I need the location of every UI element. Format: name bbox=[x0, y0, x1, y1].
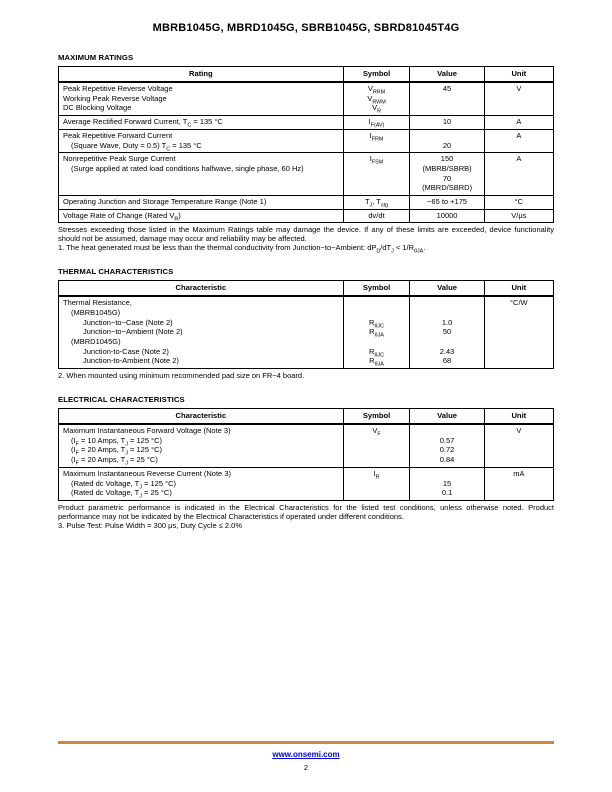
column-header: Characteristic bbox=[59, 281, 344, 297]
characteristic-cell bbox=[59, 296, 344, 368]
characteristic-cell bbox=[59, 129, 344, 152]
cell-line: 68 bbox=[442, 356, 452, 366]
column-header: Rating bbox=[59, 67, 344, 83]
cell-line: $V_R$ bbox=[372, 103, 381, 115]
column-header: Symbol bbox=[343, 67, 410, 83]
onsemi-website-link[interactable]: www.onsemi.com bbox=[272, 750, 340, 759]
header-row bbox=[59, 281, 554, 297]
unit-cell bbox=[484, 82, 553, 116]
cell-line: $I_R$ bbox=[373, 468, 380, 481]
header-row bbox=[59, 408, 554, 424]
note-1: 1. The heat generated must be less than the thermal conductivity from Junction−to−Ambient: $dP_D/dT_J < 1/R_{\theta JA}$. bbox=[58, 243, 426, 255]
electrical-characteristics-table bbox=[58, 408, 554, 501]
cell-line: (Rated dc Voltage, $T_J = 25$ °C) bbox=[71, 488, 172, 500]
unit-cell bbox=[484, 196, 553, 210]
cell-line: $T_J$, $T_{stg}$ bbox=[364, 197, 389, 209]
header-row bbox=[59, 67, 554, 83]
cell-line: V bbox=[516, 425, 522, 435]
cell-line: (Square Wave, Duty = 0.5) $T_C = 135$ °C bbox=[71, 140, 202, 153]
column-header: Characteristic bbox=[59, 408, 344, 424]
cell-line: 2.43 bbox=[439, 346, 455, 356]
table-row bbox=[59, 129, 554, 152]
cell-line: 10000 bbox=[436, 210, 458, 220]
cell-line: DC Blocking Voltage bbox=[63, 103, 132, 113]
cell-line bbox=[414, 469, 479, 479]
value-cell bbox=[410, 153, 484, 196]
parametric-disclaimer-text: Product parametric performance is indicated in the Electrical Characteristics for the listed test conditions, unless otherwise noted. Product performance may not be indicated by the Electrical Characteristics if operated under different conditions. bbox=[58, 502, 554, 521]
characteristic-cell bbox=[59, 424, 344, 467]
stress-disclaimer-text: Stresses exceeding those listed in the Maximum Ratings table may damage the device. If any of these limits are exceeded, device functionality should not be assumed, damage may occur and reliability may be affected. bbox=[58, 225, 554, 244]
cell-line: 15 bbox=[442, 478, 452, 488]
cell-line: Working Peak Reverse Voltage bbox=[63, 93, 167, 103]
cell-line: $R_{\theta JA}$ bbox=[369, 327, 384, 339]
symbol-cell bbox=[343, 209, 410, 223]
cell-line bbox=[414, 337, 479, 347]
symbol-cell bbox=[343, 153, 410, 196]
cell-line: A bbox=[516, 154, 522, 164]
cell-line bbox=[348, 298, 406, 308]
cell-line: 0.1 bbox=[441, 488, 453, 498]
cell-line: Operating Junction and Storage Temperature Range (Note 1) bbox=[63, 197, 267, 207]
cell-line: 45 bbox=[442, 84, 452, 93]
cell-line: °C/W bbox=[510, 298, 528, 308]
section-electrical-characteristics bbox=[58, 395, 554, 531]
cell-line bbox=[414, 298, 479, 308]
value-cell bbox=[410, 196, 484, 210]
cell-line: V bbox=[516, 84, 522, 93]
cell-line: $R_{\theta JC}$ bbox=[369, 346, 385, 359]
cell-line: (MBRB1045G) bbox=[71, 307, 121, 317]
page-content bbox=[58, 22, 554, 545]
cell-line: Junction-to-Ambient (Note 2) bbox=[83, 356, 179, 366]
column-header: Value bbox=[410, 281, 484, 297]
value-cell bbox=[410, 424, 484, 467]
cell-line: $R_{\theta JC}$ bbox=[369, 317, 385, 330]
note-3: 3. Pulse Test: Pulse Width = 300 μs, Duty Cycle ≤ 2.0% bbox=[58, 520, 243, 530]
value-cell bbox=[410, 82, 484, 116]
maximum-ratings-heading: MAXIMUM RATINGS bbox=[58, 53, 134, 62]
cell-line: Peak Repetitive Forward Current bbox=[63, 130, 173, 140]
cell-line: 0.84 bbox=[439, 455, 455, 465]
characteristic-cell bbox=[59, 196, 344, 210]
table-row bbox=[59, 116, 554, 130]
table-row bbox=[59, 82, 554, 116]
section-maximum-ratings bbox=[58, 53, 554, 253]
cell-line: $I_{F(AV)}$ bbox=[368, 117, 385, 129]
value-cell bbox=[410, 296, 484, 368]
cell-line: Average Rectified Forward Current, $T_C = 135$ °C bbox=[63, 117, 223, 129]
electrical-characteristics-heading: ELECTRICAL CHARACTERISTICS bbox=[58, 394, 185, 404]
unit-cell bbox=[484, 116, 553, 130]
characteristic-cell bbox=[59, 116, 344, 130]
cell-line: 10 bbox=[442, 117, 452, 127]
unit-cell bbox=[484, 424, 553, 467]
column-header: Symbol bbox=[343, 281, 410, 297]
value-cell bbox=[410, 467, 484, 500]
column-header: Unit bbox=[484, 408, 553, 424]
cell-line: Junction−to−Ambient (Note 2) bbox=[83, 327, 183, 337]
cell-line: Peak Repetitive Reverse Voltage bbox=[63, 84, 173, 93]
cell-line: Thermal Resistance, bbox=[63, 298, 132, 308]
value-cell bbox=[410, 209, 484, 223]
page-footer bbox=[58, 741, 554, 772]
symbol-cell bbox=[343, 82, 410, 116]
cell-line: ($I_F = 20$ Amps, $T_J = 25$ °C) bbox=[71, 455, 158, 467]
table-row bbox=[59, 467, 554, 500]
column-header: Value bbox=[410, 408, 484, 424]
cell-line: (Rated dc Voltage, $T_J = 125$ °C) bbox=[71, 478, 177, 490]
cell-line: A bbox=[516, 130, 522, 140]
footer-rule bbox=[58, 741, 554, 744]
cell-line: A bbox=[516, 117, 522, 127]
cell-line: $I_{FSM}$ bbox=[369, 154, 384, 166]
symbol-cell bbox=[343, 424, 410, 467]
cell-line: $V_F$ bbox=[372, 425, 381, 438]
page-title: MBRB1045G, MBRD1045G, SBRB1045G, SBRD81045T4G bbox=[152, 22, 460, 34]
cell-line: $V_{RWM}$ bbox=[367, 93, 386, 106]
unit-cell bbox=[484, 209, 553, 223]
cell-line: °C bbox=[514, 197, 524, 207]
note-2: 2. When mounted using minimum recommended pad size on FR−4 board. bbox=[58, 371, 305, 381]
cell-line: (MBRD1045G) bbox=[71, 336, 121, 346]
cell-line: 0.72 bbox=[439, 445, 455, 455]
cell-line: Junction−to−Case (Note 2) bbox=[83, 317, 173, 327]
cell-line: Nonrepetitive Peak Surge Current bbox=[63, 154, 176, 164]
symbol-cell bbox=[343, 467, 410, 500]
thermal-characteristics-heading: THERMAL CHARACTERISTICS bbox=[58, 267, 174, 277]
cell-line bbox=[348, 308, 406, 318]
cell-line: 50 bbox=[442, 327, 452, 337]
cell-line: dv/dt bbox=[368, 210, 385, 220]
value-cell bbox=[410, 129, 484, 152]
column-header: Value bbox=[410, 67, 484, 83]
symbol-cell bbox=[343, 196, 410, 210]
cell-line bbox=[414, 131, 479, 141]
characteristic-cell bbox=[59, 82, 344, 116]
cell-line: 20 bbox=[442, 140, 452, 150]
cell-line bbox=[414, 308, 479, 318]
characteristic-cell bbox=[59, 467, 344, 500]
unit-cell bbox=[484, 129, 553, 152]
cell-line: (MBRD/SBRD) bbox=[422, 183, 473, 193]
table-row bbox=[59, 209, 554, 223]
cell-line bbox=[348, 337, 406, 347]
cell-line: Voltage Rate of Change (Rated $V_R$) bbox=[63, 210, 181, 223]
cell-line: $V_{RRM}$ bbox=[367, 84, 386, 96]
symbol-cell bbox=[343, 129, 410, 152]
table-row bbox=[59, 296, 554, 368]
characteristic-cell bbox=[59, 153, 344, 196]
cell-line: 0.57 bbox=[439, 435, 455, 445]
cell-line: Junction-to-Case (Note 2) bbox=[83, 346, 169, 356]
cell-line: 150 bbox=[440, 154, 454, 164]
section-thermal-characteristics bbox=[58, 267, 554, 381]
table-row bbox=[59, 196, 554, 210]
cell-line: Maximum Instantaneous Reverse Current (Note 3) bbox=[63, 468, 231, 478]
unit-cell bbox=[484, 153, 553, 196]
cell-line: (Surge applied at rated load conditions halfwave, single phase, 60 Hz) bbox=[71, 163, 304, 173]
column-header: Unit bbox=[484, 281, 553, 297]
cell-line: ($I_F = 20$ Amps, $T_J = 125$ °C) bbox=[71, 445, 163, 457]
page-number: 2 bbox=[303, 763, 309, 772]
cell-line: mA bbox=[513, 468, 525, 478]
cell-line: 1.0 bbox=[441, 317, 453, 327]
column-header: Symbol bbox=[343, 408, 410, 424]
cell-line: Maximum Instantaneous Forward Voltage (Note 3) bbox=[63, 425, 231, 435]
cell-line: −65 to +175 bbox=[427, 197, 468, 207]
cell-line bbox=[414, 426, 479, 436]
unit-cell bbox=[484, 467, 553, 500]
cell-line: V/μs bbox=[511, 210, 527, 220]
unit-cell bbox=[484, 296, 553, 368]
cell-line: $R_{\theta JA}$ bbox=[369, 356, 384, 368]
column-header: Unit bbox=[484, 67, 553, 83]
table-row bbox=[59, 153, 554, 196]
symbol-cell bbox=[343, 296, 410, 368]
thermal-characteristics-table bbox=[58, 280, 554, 369]
cell-line: 70 bbox=[442, 173, 452, 183]
symbol-cell bbox=[343, 116, 410, 130]
cell-line: $I_{FRM}$ bbox=[369, 130, 384, 143]
characteristic-cell bbox=[59, 209, 344, 223]
value-cell bbox=[410, 116, 484, 130]
table-row bbox=[59, 424, 554, 467]
cell-line: ($I_F = 10$ Amps, $T_J = 125$ °C) bbox=[71, 435, 163, 448]
cell-line: (MBRB/SBRB) bbox=[422, 163, 472, 173]
maximum-ratings-table bbox=[58, 66, 554, 223]
